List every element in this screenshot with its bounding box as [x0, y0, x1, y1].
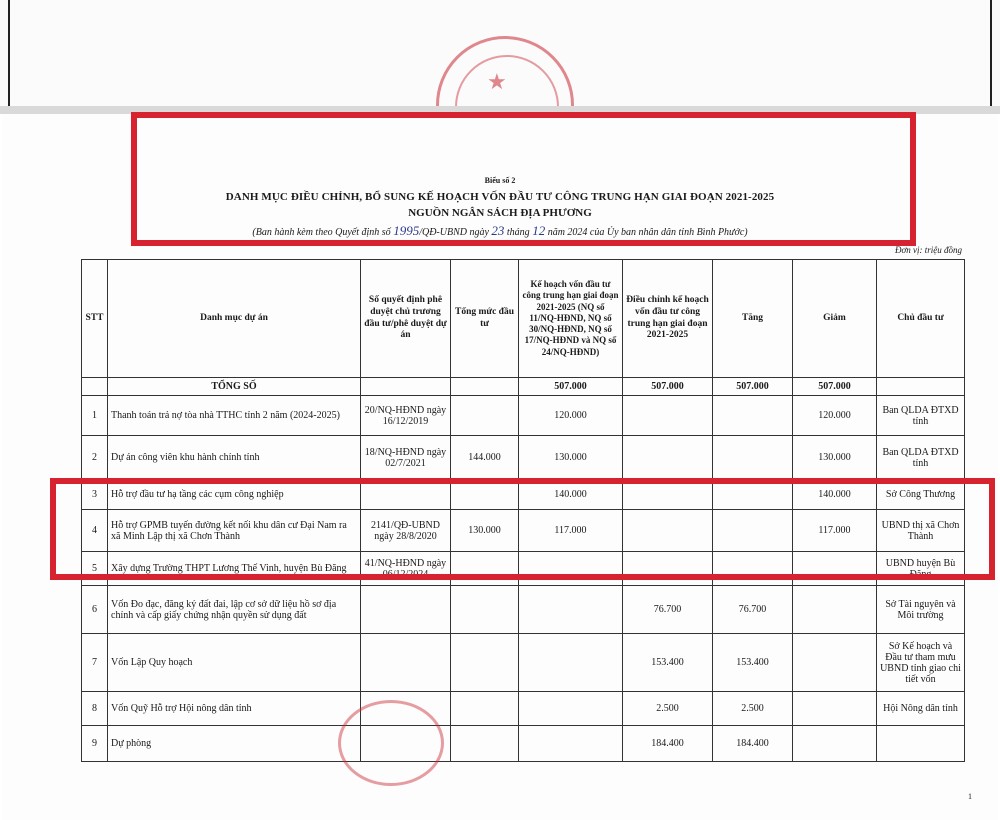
header-stt: STT: [82, 260, 108, 378]
row-total: [451, 692, 519, 726]
row-owner: Hội Nông dân tỉnh: [877, 692, 965, 726]
row-total: 130.000: [451, 510, 519, 552]
row-decision: [361, 586, 451, 634]
row-total: 144.000: [451, 436, 519, 480]
row-decision: 18/NQ-HĐND ngày 02/7/2021: [361, 436, 451, 480]
row-total: [451, 634, 519, 692]
row-adjust: [623, 436, 713, 480]
row-decrease: 120.000: [793, 396, 877, 436]
table-row: [82, 436, 965, 480]
row-owner: Ban QLDA ĐTXD tỉnh: [877, 436, 965, 480]
row-owner: Sở Công Thương: [877, 480, 965, 510]
total-decrease: 507.000: [793, 378, 877, 396]
issuance-note-decision: /QĐ-UBND ngày: [419, 227, 489, 238]
issuance-note-prefix: (Ban hành kèm theo Quyết định số: [252, 227, 391, 238]
table-row: [82, 692, 965, 726]
row-decrease: [793, 586, 877, 634]
row-decrease: [793, 692, 877, 726]
row-increase: 184.400: [713, 726, 793, 762]
header-plan: Kế hoạch vốn đầu tư công trung hạn giai đoạn 2021-2025 (NQ số 11/NQ-HĐND, NQ số 30/NQ-HĐND, NQ số 17/NQ-HĐND và NQ số 24/NQ-HĐND): [519, 260, 623, 378]
row-owner: UBND huyện Bù Đăng: [877, 552, 965, 586]
row-stt: 2: [82, 436, 108, 480]
row-plan: 140.000: [519, 480, 623, 510]
row-plan: [519, 692, 623, 726]
header-decision: Số quyết định phê duyệt chủ trương đầu tư/phê duyệt dự án: [361, 260, 451, 378]
page-number: 1: [968, 792, 972, 801]
row-plan: [519, 634, 623, 692]
row-decision: 41/NQ-HĐND ngày 06/12/2024: [361, 552, 451, 586]
row-plan: [519, 586, 623, 634]
page-border-left: [8, 0, 10, 106]
document-subtitle: NGUỒN NGÂN SÁCH ĐỊA PHƯƠNG: [408, 207, 592, 219]
row-project: Vốn Lập Quy hoạch: [108, 634, 361, 692]
total-adjust: 507.000: [623, 378, 713, 396]
row-project: Dự phòng: [108, 726, 361, 762]
row-adjust: 76.700: [623, 586, 713, 634]
row-increase: 76.700: [713, 586, 793, 634]
row-decision: 2141/QĐ-UBND ngày 28/8/2020: [361, 510, 451, 552]
document-title: DANH MỤC ĐIỀU CHỈNH, BỔ SUNG KẾ HOẠCH VỐN ĐẦU TƯ CÔNG TRUNG HẠN GIAI ĐOẠN 2021-2025: [225, 191, 775, 203]
total-label: TỔNG SỐ: [108, 378, 361, 396]
issuance-note-suffix: năm 2024 của Ủy ban nhân dân tỉnh Bình Phước): [547, 227, 748, 238]
row-increase: [713, 436, 793, 480]
row-owner: [877, 726, 965, 762]
seal-star-icon: ★: [487, 69, 507, 94]
handwritten-month: 12: [532, 223, 546, 238]
total-owner: [877, 378, 965, 396]
row-decrease: 130.000: [793, 436, 877, 480]
row-decrease: 117.000: [793, 510, 877, 552]
total-increase: 507.000: [713, 378, 793, 396]
row-decrease: 140.000: [793, 480, 877, 510]
red-signature-stamp: [338, 700, 444, 786]
total-decision: [361, 378, 451, 396]
total-stt: [82, 378, 108, 396]
highlight-box-rows: [50, 478, 995, 580]
row-stt: 9: [82, 726, 108, 762]
row-adjust: 153.400: [623, 634, 713, 692]
header-decrease: Giảm: [793, 260, 877, 378]
handwritten-day: 23: [491, 223, 505, 238]
row-decision: 20/NQ-HĐND ngày 16/12/2019: [361, 396, 451, 436]
total-total: [451, 378, 519, 396]
issuance-note-month-label: tháng: [506, 227, 530, 238]
row-decrease: [793, 634, 877, 692]
row-project: Dự án công viên khu hành chính tỉnh: [108, 436, 361, 480]
row-owner: UBND thị xã Chơn Thành: [877, 510, 965, 552]
row-plan: [519, 726, 623, 762]
row-project: Hỗ trợ đầu tư hạ tầng các cụm công nghiệp: [108, 480, 361, 510]
total-plan: 507.000: [519, 378, 623, 396]
row-owner: Ban QLDA ĐTXD tỉnh: [877, 396, 965, 436]
table-row: [82, 726, 965, 762]
highlight-box-header: [131, 112, 916, 246]
row-increase: 2.500: [713, 692, 793, 726]
row-project: Hỗ trợ GPMB tuyến đường kết nối khu dân cư Đại Nam ra xã Minh Lập thị xã Chơn Thành: [108, 510, 361, 552]
row-adjust: 184.400: [623, 726, 713, 762]
row-stt: 3: [82, 480, 108, 510]
row-plan: 130.000: [519, 436, 623, 480]
row-stt: 1: [82, 396, 108, 436]
row-owner: Sở Tài nguyên và Môi trường: [877, 586, 965, 634]
page-border-right: [990, 0, 992, 106]
row-project: Thanh toán trả nợ tòa nhà TTHC tỉnh 2 năm (2024-2025): [108, 396, 361, 436]
row-stt: 7: [82, 634, 108, 692]
row-project: Vốn Quỹ Hỗ trợ Hội nông dân tỉnh: [108, 692, 361, 726]
row-stt: 8: [82, 692, 108, 726]
form-number: Biểu số 2: [484, 176, 516, 185]
table-row: [82, 634, 965, 692]
row-stt: 6: [82, 586, 108, 634]
total-row: [82, 378, 965, 396]
header-total: Tổng mức đầu tư: [451, 260, 519, 378]
row-total: [451, 726, 519, 762]
unit-note: Đơn vị: triệu đồng: [894, 245, 962, 255]
row-stt: 5: [82, 552, 108, 586]
row-owner: Sở Kế hoạch và Đầu tư tham mưu UBND tỉnh giao chi tiết vốn: [877, 634, 965, 692]
row-increase: 153.400: [713, 634, 793, 692]
row-stt: 4: [82, 510, 108, 552]
table-row: [82, 586, 965, 634]
row-project: Vốn Đo đạc, đăng ký đất đai, lập cơ sở dữ liệu hồ sơ địa chính và cấp giấy chứng nhận quyền sử dụng đất: [108, 586, 361, 634]
row-total: [451, 396, 519, 436]
row-total: [451, 586, 519, 634]
row-decrease: [793, 726, 877, 762]
row-project: Xây dựng Trường THPT Lương Thế Vinh, huyện Bù Đăng: [108, 552, 361, 586]
handwritten-decision-number: 1995: [393, 223, 420, 238]
header-owner: Chủ đầu tư: [877, 260, 965, 378]
header-adjust: Điều chỉnh kế hoạch vốn đầu tư công trung hạn giai đoạn 2021-2025: [623, 260, 713, 378]
row-adjust: 2.500: [623, 692, 713, 726]
row-plan: 120.000: [519, 396, 623, 436]
table-row: [82, 396, 965, 436]
row-adjust: [623, 396, 713, 436]
header-increase: Tăng: [713, 260, 793, 378]
row-increase: [713, 396, 793, 436]
row-decision: [361, 634, 451, 692]
row-plan: 117.000: [519, 510, 623, 552]
header-project: Danh mục dự án: [108, 260, 361, 378]
table-header-row: [82, 260, 965, 378]
